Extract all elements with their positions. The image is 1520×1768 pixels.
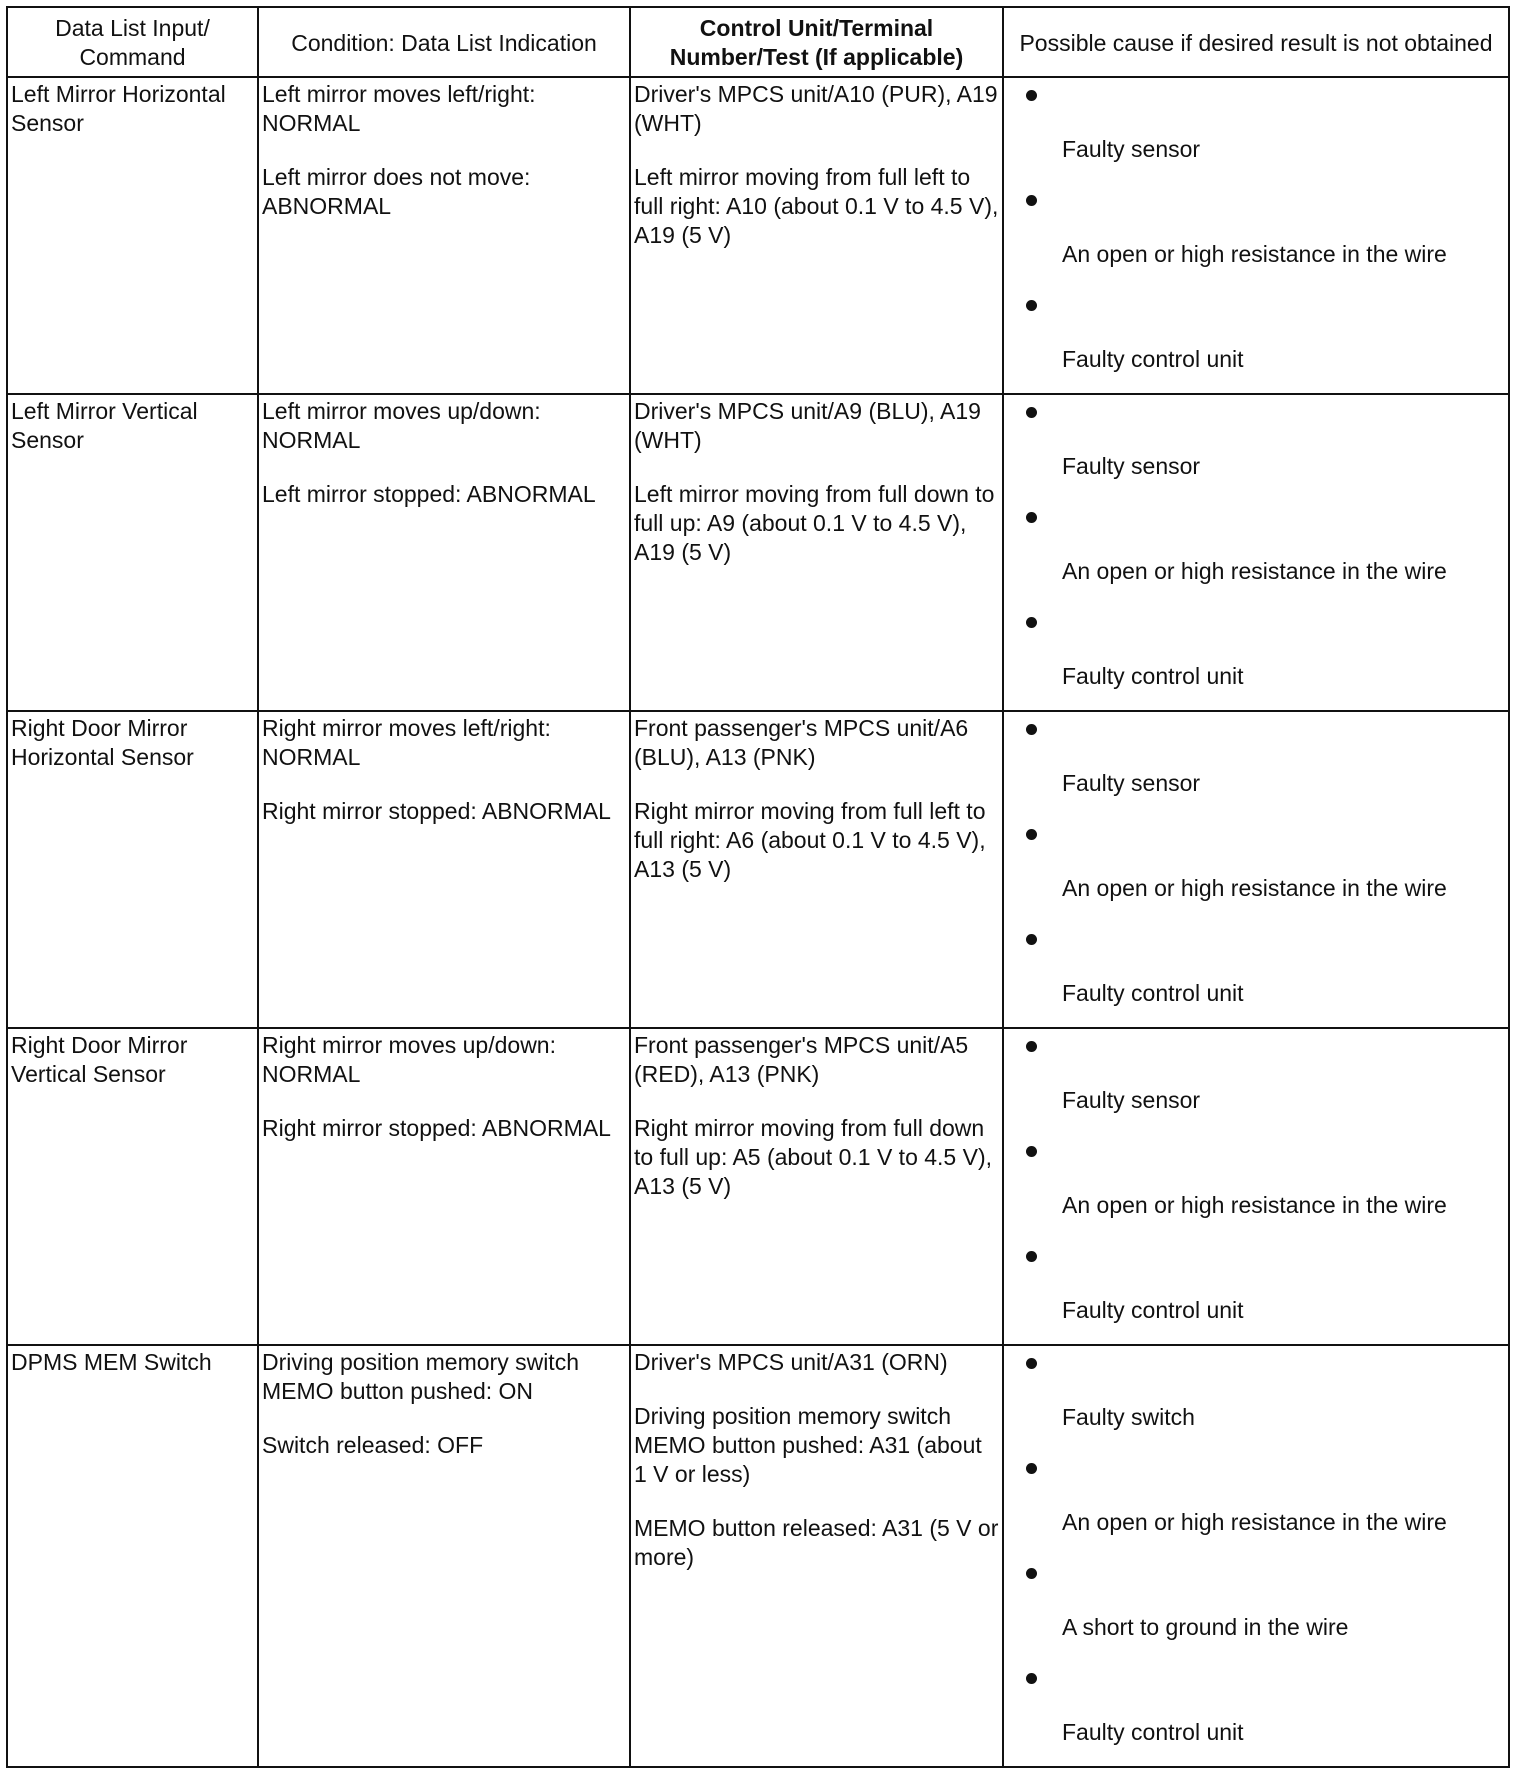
cause-item [1010,395,1508,500]
condition-text: Left mirror moves left/right: NORMAL [262,81,536,136]
terminal-text: Front passenger's MPCS unit/A5 (RED), A13 (PNK) [634,1032,969,1087]
terminal-cell [630,1028,1003,1345]
bullet-icon [1026,829,1037,840]
cause-list [1004,712,1508,1027]
table-row [7,77,1509,394]
condition-cell [258,77,630,394]
condition-text: Left mirror stopped: ABNORMAL [262,481,596,507]
terminal-cell [630,711,1003,1028]
condition-text: Left mirror moves up/down: NORMAL [262,398,541,453]
bullet-icon [1026,195,1037,206]
header-possible-cause: Possible cause if desired result is not obtained [1003,7,1509,77]
input-label: Left Mirror Horizontal Sensor [11,81,226,136]
cause-item [1010,78,1508,183]
cause-item [1010,1134,1508,1239]
bullet-icon [1026,1463,1037,1474]
bullet-icon [1026,512,1037,523]
terminal-text: Driver's MPCS unit/A10 (PUR), A19 (WHT) [634,81,998,136]
table-row [7,1028,1509,1345]
cause-item [1010,817,1508,922]
terminal-text: Left mirror moving from full left to full right: A10 (about 0.1 V to 4.5 V), A19 (5 V) [634,164,999,248]
cause-item [1010,922,1508,1027]
terminal-cell [630,1345,1003,1767]
header-control-unit-terminal: Control Unit/Terminal Number/Test (If applicable) [630,7,1003,77]
input-label: DPMS MEM Switch [11,1349,212,1375]
condition-text: Switch released: OFF [262,1432,484,1458]
cause-text: A short to ground in the wire [1062,1614,1349,1640]
cause-list [1004,395,1508,710]
input-label: Left Mirror Vertical Sensor [11,398,198,453]
cause-item [1010,712,1508,817]
condition-text: Right mirror moves up/down: NORMAL [262,1032,556,1087]
cause-item [1010,1239,1508,1344]
input-cell [7,711,258,1028]
cause-text: Faulty control unit [1062,980,1244,1006]
terminal-text: Driver's MPCS unit/A9 (BLU), A19 (WHT) [634,398,981,453]
cause-list [1004,1346,1508,1766]
data-list-table [6,6,1510,1768]
bullet-icon [1026,617,1037,628]
terminal-text: Driver's MPCS unit/A31 (ORN) [634,1349,948,1375]
header-row [7,7,1509,77]
cause-text: An open or high resistance in the wire [1062,875,1447,901]
cause-item [1010,1029,1508,1134]
cause-text: Faulty control unit [1062,1297,1244,1323]
cause-text: An open or high resistance in the wire [1062,1192,1447,1218]
header-condition: Condition: Data List Indication [258,7,630,77]
cause-text: Faulty sensor [1062,770,1201,796]
table-row [7,1345,1509,1767]
condition-cell [258,1345,630,1767]
cause-list [1004,1029,1508,1344]
terminal-text: Left mirror moving from full down to full up: A9 (about 0.1 V to 4.5 V), A19 (5 V) [634,481,995,565]
terminal-text: Driving position memory switch MEMO button pushed: A31 (about 1 V or less) [634,1403,982,1487]
cause-text: Faulty sensor [1062,1087,1201,1113]
cause-text: An open or high resistance in the wire [1062,241,1447,267]
bullet-icon [1026,724,1037,735]
header-data-list-input: Data List Input/ Command [7,7,258,77]
bullet-icon [1026,1041,1037,1052]
cause-item [1010,605,1508,710]
cause-text: Faulty control unit [1062,1719,1244,1745]
input-cell [7,1028,258,1345]
cause-text: An open or high resistance in the wire [1062,558,1447,584]
condition-text: Driving position memory switch MEMO button pushed: ON [262,1349,579,1404]
cause-item [1010,183,1508,288]
cause-item [1010,1451,1508,1556]
condition-text: Right mirror stopped: ABNORMAL [262,1115,611,1141]
bullet-icon [1026,407,1037,418]
input-cell [7,1345,258,1767]
bullet-icon [1026,90,1037,101]
bullet-icon [1026,1358,1037,1369]
input-cell [7,394,258,711]
cause-text: Faulty sensor [1062,453,1201,479]
terminal-text: Right mirror moving from full down to full up: A5 (about 0.1 V to 4.5 V), A13 (5 V) [634,1115,993,1199]
table-row [7,394,1509,711]
causes-cell [1003,1345,1509,1767]
terminal-cell [630,394,1003,711]
causes-cell [1003,711,1509,1028]
causes-cell [1003,1028,1509,1345]
cause-item [1010,288,1508,393]
causes-cell [1003,394,1509,711]
cause-list [1004,78,1508,393]
bullet-icon [1026,1146,1037,1157]
terminal-text: Front passenger's MPCS unit/A6 (BLU), A13 (PNK) [634,715,969,770]
input-cell [7,77,258,394]
input-label: Right Door Mirror Vertical Sensor [11,1032,188,1087]
cause-item [1010,1556,1508,1661]
condition-text: Right mirror stopped: ABNORMAL [262,798,611,824]
bullet-icon [1026,300,1037,311]
condition-cell [258,1028,630,1345]
bullet-icon [1026,1251,1037,1262]
table-row [7,711,1509,1028]
bullet-icon [1026,1673,1037,1684]
cause-item [1010,500,1508,605]
cause-text: An open or high resistance in the wire [1062,1509,1447,1535]
cause-item [1010,1346,1508,1451]
terminal-text: MEMO button released: A31 (5 V or more) [634,1515,999,1570]
cause-text: Faulty control unit [1062,346,1244,372]
bullet-icon [1026,934,1037,945]
cause-text: Faulty switch [1062,1404,1195,1430]
cause-text: Faulty control unit [1062,663,1244,689]
terminal-text: Right mirror moving from full left to full right: A6 (about 0.1 V to 4.5 V), A13 (5 V) [634,798,986,882]
condition-text: Right mirror moves left/right: NORMAL [262,715,551,770]
cause-item [1010,1661,1508,1766]
condition-cell [258,394,630,711]
terminal-cell [630,77,1003,394]
causes-cell [1003,77,1509,394]
condition-text: Left mirror does not move: ABNORMAL [262,164,531,219]
cause-text: Faulty sensor [1062,136,1201,162]
bullet-icon [1026,1568,1037,1579]
input-label: Right Door Mirror Horizontal Sensor [11,715,194,770]
condition-cell [258,711,630,1028]
